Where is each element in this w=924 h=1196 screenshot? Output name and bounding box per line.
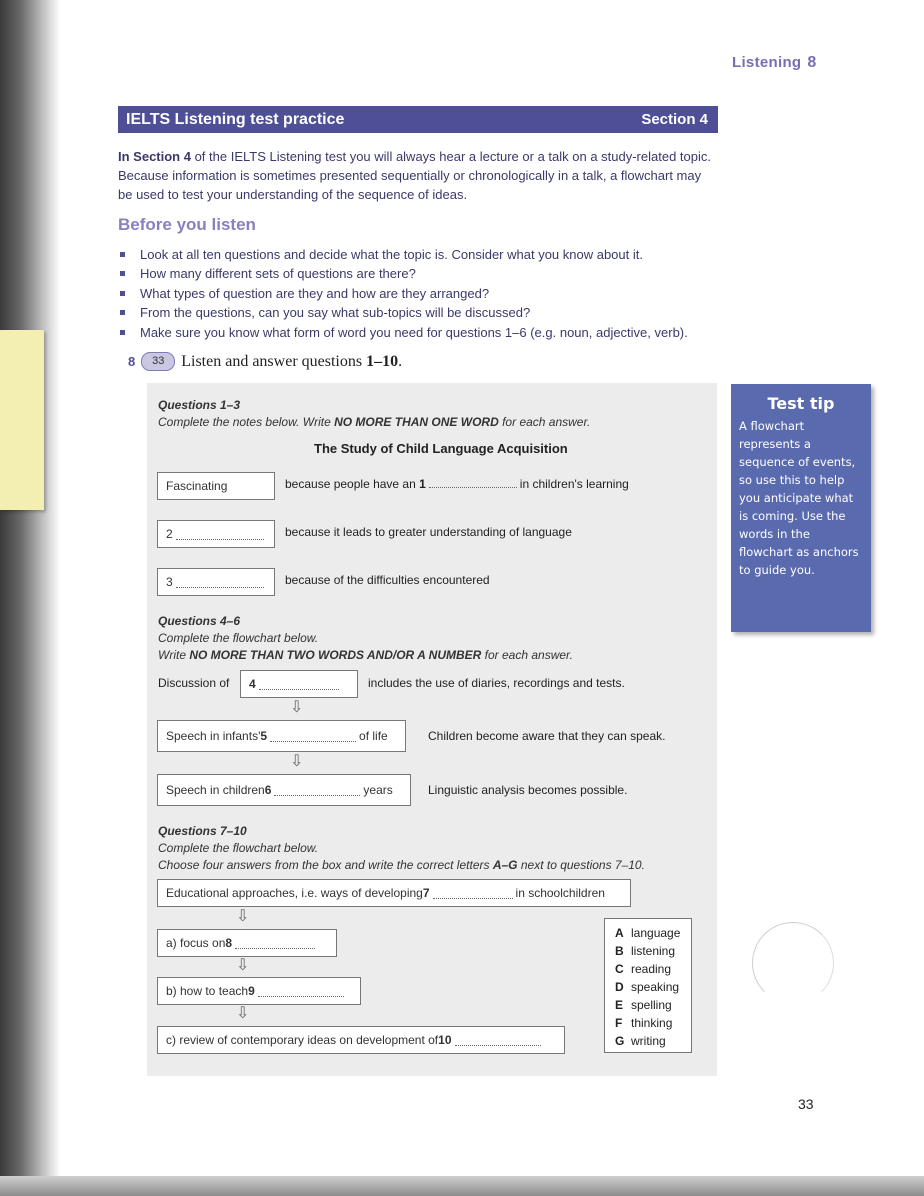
instruction-bold: NO MORE THAN TWO WORDS AND/OR A NUMBER	[189, 648, 482, 662]
exercise-number: 8	[128, 354, 136, 369]
answer-blank	[455, 1035, 541, 1046]
square-bullet-icon	[120, 271, 125, 276]
box-text-tail: of life	[359, 729, 388, 743]
list-item	[118, 303, 738, 322]
running-head-number: 8	[807, 54, 817, 71]
instruction-bold: NO MORE THAN ONE WORD	[334, 415, 499, 429]
down-arrow-icon: ⇩	[290, 699, 304, 716]
answer-blank	[274, 785, 360, 796]
questions-7-10-heading: Questions 7–10	[158, 824, 247, 838]
answer-blank	[433, 888, 513, 899]
instruction-tail: for each answer.	[498, 415, 591, 429]
page-binding-shadow	[0, 0, 60, 1196]
question-number: 3	[166, 575, 173, 589]
pencil-circle-mark	[752, 922, 834, 1004]
answer-blank	[235, 938, 315, 949]
answer-blank	[270, 731, 356, 742]
option-letter: A	[615, 926, 624, 940]
instruction-tail: for each answer.	[481, 648, 573, 662]
intro-text: of the IELTS Listening test you will always hear a lecture or a talk on a study-related topic. Because information is sometimes presented sequentially or chronologically in a talk, a flowchart may be used to test your understanding of the sequence of ideas.	[118, 149, 711, 202]
instruction-tail: next to questions 7–10.	[517, 858, 645, 872]
listen-text-end: .	[398, 352, 403, 370]
option-row	[615, 942, 691, 960]
note-row-3: because of the difficulties encountered	[285, 573, 490, 587]
instruction-lead: Write	[158, 648, 190, 662]
questions-4-6-instruction-2	[158, 648, 573, 662]
down-arrow-icon: ⇩	[236, 957, 250, 974]
instruction-bold: A–G	[492, 858, 518, 872]
bullet-text: What types of question are they and how are they arranged?	[140, 285, 490, 301]
box-text-lead: Speech in children	[166, 783, 265, 797]
note-row-2: because it leads to greater understanding of language	[285, 525, 572, 539]
cd-track-icon	[141, 352, 175, 371]
question-number: 6	[264, 783, 272, 797]
box-text-tail: years	[363, 783, 393, 797]
questions-4-6-heading: Questions 4–6	[158, 614, 241, 628]
option-letter: F	[615, 1016, 623, 1030]
listen-instruction	[128, 352, 402, 371]
square-bullet-icon	[120, 291, 125, 296]
answer-blank-1[interactable]	[429, 477, 517, 488]
option-word: speaking	[631, 980, 680, 994]
option-row	[615, 924, 691, 942]
test-tip-box	[731, 384, 871, 632]
question-number: 4	[249, 677, 256, 691]
page-number: 33	[798, 1096, 814, 1112]
box-text-lead: a) focus on	[166, 936, 226, 950]
scan-bottom-edge	[0, 1176, 924, 1196]
option-row	[615, 978, 691, 996]
option-word: listening	[631, 944, 676, 958]
note-row-1	[285, 477, 629, 491]
question-number: 5	[260, 729, 268, 743]
bullet-list	[118, 245, 738, 342]
discussion-label: Discussion of	[158, 676, 230, 690]
option-letter: E	[615, 998, 624, 1012]
answer-blank	[176, 577, 264, 588]
answer-box-2[interactable]	[157, 520, 275, 548]
bullet-text: Make sure you know what form of word you need for questions 1–6 (e.g. noun, adjective, verb).	[140, 324, 688, 340]
questions-7-10-instruction-1: Complete the flowchart below.	[158, 841, 319, 855]
section-bar	[118, 106, 718, 133]
listen-text	[181, 353, 402, 371]
bullet-text: How many different sets of questions are there?	[140, 266, 416, 282]
answer-blank	[258, 986, 344, 997]
square-bullet-icon	[120, 310, 125, 315]
questions-1-3-instruction	[158, 415, 590, 429]
answer-box-4[interactable]	[240, 670, 358, 698]
answer-blank	[176, 529, 264, 540]
box-text-lead: b) how to teach	[166, 984, 249, 998]
square-bullet-icon	[120, 252, 125, 257]
down-arrow-icon: ⇩	[236, 908, 250, 925]
running-head	[732, 54, 817, 72]
note-text-lead: because people have an	[285, 477, 420, 491]
answer-box-3[interactable]	[157, 568, 275, 596]
option-row	[615, 996, 691, 1014]
question-number: 10	[438, 1033, 452, 1047]
list-item	[118, 245, 738, 264]
question-number: 9	[248, 984, 255, 998]
down-arrow-icon: ⇩	[236, 1005, 250, 1022]
section-label: Section 4	[641, 111, 708, 128]
intro-paragraph	[118, 147, 718, 204]
note-text-tail: in children's learning	[519, 477, 629, 491]
option-row	[615, 1032, 691, 1050]
option-word: thinking	[631, 1016, 673, 1030]
option-row	[615, 960, 691, 978]
intro-bold-lead: In Section 4	[118, 149, 191, 164]
test-tip-body: A flowchart represents a sequence of events, so use this to help you anticipate what is coming. Use the words in the flowchart as anchors to guide you.	[739, 419, 859, 577]
list-item	[118, 323, 738, 342]
option-letter: G	[615, 1034, 625, 1048]
answer-blank	[259, 679, 339, 690]
box-text-lead: Speech in infants'	[166, 729, 261, 743]
question-number: 8	[225, 936, 233, 950]
option-word: spelling	[631, 998, 672, 1012]
box-text-tail: in schoolchildren	[515, 886, 605, 900]
answer-box-7[interactable]	[157, 879, 631, 907]
bullet-text: Look at all ten questions and decide what the topic is. Consider what you know about it.	[140, 247, 643, 262]
note-box-text: Fascinating	[166, 479, 228, 493]
track-number: 33	[152, 355, 165, 367]
option-word: reading	[631, 962, 672, 976]
square-bullet-icon	[120, 330, 125, 335]
answer-box-5[interactable]	[157, 720, 406, 752]
notes-title: The Study of Child Language Acquisition	[314, 441, 568, 456]
option-word: language	[631, 926, 681, 940]
listen-range: 1–10	[366, 352, 399, 370]
questions-4-6-instruction-1: Complete the flowchart below.	[158, 631, 319, 645]
box-text-lead: Educational approaches, i.e. ways of developing	[166, 886, 423, 900]
option-letter: B	[615, 944, 624, 958]
question-number: 7	[422, 886, 430, 900]
option-letter: C	[615, 962, 624, 976]
list-item	[118, 284, 738, 303]
flow-note-5: Children become aware that they can speak.	[428, 729, 666, 743]
before-you-listen-heading: Before you listen	[118, 215, 256, 234]
options-box	[604, 918, 692, 1053]
flow-note-6: Linguistic analysis becomes possible.	[428, 783, 628, 797]
answer-box-10[interactable]	[157, 1026, 565, 1054]
list-item	[118, 264, 738, 283]
question-number: 2	[166, 527, 173, 541]
option-letter: D	[615, 980, 624, 994]
option-row	[615, 1014, 691, 1032]
down-arrow-icon: ⇩	[290, 753, 304, 770]
answer-box-8[interactable]	[157, 929, 337, 957]
instruction-lead: Complete the notes below. Write	[158, 415, 335, 429]
questions-7-10-instruction-2	[158, 858, 645, 872]
option-word: writing	[631, 1034, 666, 1048]
note-box-fascinating	[157, 472, 275, 500]
bullet-text: From the questions, can you say what sub-topics will be discussed?	[140, 305, 531, 321]
instruction-lead: Choose four answers from the box and write the correct letters	[158, 858, 493, 872]
questions-1-3-heading: Questions 1–3	[158, 398, 241, 412]
answer-box-6[interactable]	[157, 774, 411, 806]
box-text-lead: c) review of contemporary ideas on development of	[166, 1033, 439, 1047]
question-number: 1	[419, 477, 426, 491]
section-title: IELTS Listening test practice	[126, 110, 345, 128]
running-head-label: Listening	[732, 54, 802, 71]
test-tip-title: Test tip	[767, 394, 835, 413]
sticky-note	[0, 330, 44, 510]
answer-box-9[interactable]	[157, 977, 361, 1005]
listen-text-lead: Listen and answer questions	[181, 352, 367, 370]
flow-note-4: includes the use of diaries, recordings and tests.	[368, 676, 625, 690]
